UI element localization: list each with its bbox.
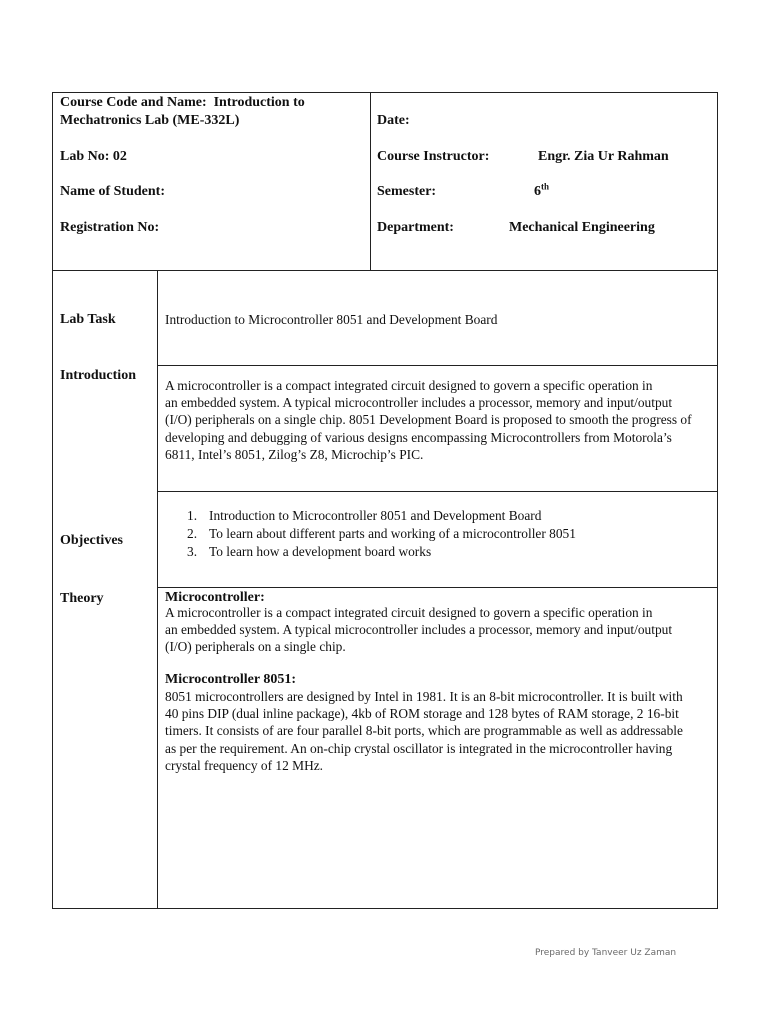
introduction-text — [165, 377, 713, 463]
introduction-line: developing and debugging of various designs encompassing Microcontrollers from Motorola’s — [165, 429, 672, 445]
lab-task-label: Lab Task — [60, 312, 116, 327]
table-border-top — [52, 92, 718, 93]
theory-line: A microcontroller is a compact integrated circuit designed to govern a specific operation in — [165, 605, 653, 620]
row-divider-introduction — [157, 491, 718, 492]
theory-heading-microcontroller: Microcontroller: — [165, 590, 265, 605]
semester-suffix: th — [541, 181, 550, 192]
semester-label: Semester: — [377, 184, 437, 199]
objective-number: 2. — [187, 526, 198, 541]
theory-line: timers. It consists of are four parallel 8-bit ports, which are programmable as well as addressable — [165, 723, 683, 739]
course-value-line1: Introduction to — [213, 95, 305, 110]
introduction-line: an embedded system. A typical microcontroller includes a processor, memory and input/output — [165, 395, 673, 411]
introduction-line: A microcontroller is a compact integrated circuit designed to govern a specific operation in — [165, 378, 653, 393]
objective-number: 1. — [187, 508, 198, 523]
objective-number: 3. — [187, 544, 198, 559]
theory-paragraph-1 — [165, 604, 713, 656]
course-label: Course Code and Name: — [60, 95, 207, 110]
department-label: Department: — [377, 220, 454, 235]
objective-item-3 — [187, 543, 431, 561]
theory-line: (I/O) peripherals on a single chip. — [165, 639, 346, 655]
table-border-right — [717, 92, 718, 909]
theory-line: an embedded system. A typical microcontroller includes a processor, memory and input/output — [165, 622, 673, 638]
introduction-line: 6811, Intel’s 8051, Zilog’s Z8, Microchip’s PIC. — [165, 446, 424, 462]
course-value-line2: Mechatronics Lab (ME-332L) — [60, 113, 240, 128]
objective-item-2 — [187, 525, 576, 543]
department-value: Mechanical Engineering — [509, 220, 655, 235]
theory-heading-8051: Microcontroller 8051: — [165, 672, 297, 687]
course-info — [60, 94, 305, 130]
footer-credit: Prepared by Tanveer Uz Zaman — [535, 948, 677, 958]
header-divider-vertical — [370, 92, 371, 271]
table-border-bottom — [52, 908, 718, 909]
registration-label: Registration No: — [60, 220, 160, 235]
lab-no: Lab No: 02 — [60, 149, 127, 164]
row-divider-lab-task — [157, 365, 718, 366]
theory-line: crystal frequency of 12 MHz. — [165, 757, 324, 773]
objective-text: To learn how a development board works — [209, 544, 432, 559]
student-name-label: Name of Student: — [60, 184, 165, 199]
theory-label: Theory — [60, 591, 104, 606]
row-divider-objectives — [157, 587, 718, 588]
instructor-label: Course Instructor: — [377, 149, 490, 164]
introduction-line: (I/O) peripherals on a single chip. 8051 Development Board is proposed to smooth the progress of — [165, 412, 692, 428]
objective-text: To learn about different parts and working of a microcontroller 8051 — [209, 526, 576, 541]
objective-text: Introduction to Microcontroller 8051 and Development Board — [209, 508, 542, 523]
semester-value — [534, 183, 549, 201]
theory-line: as per the requirement. An on-chip crystal oscillator is integrated in the microcontroller having — [165, 740, 673, 756]
semester-number: 6 — [534, 184, 541, 199]
instructor-value: Engr. Zia Ur Rahman — [538, 149, 669, 164]
lab-task-text: Introduction to Microcontroller 8051 and Development Board — [165, 312, 498, 327]
objective-item-1 — [187, 507, 541, 525]
theory-line: 8051 microcontrollers are designed by Intel in 1981. It is an 8-bit microcontroller. It is built with — [165, 689, 683, 704]
date-label: Date: — [377, 113, 410, 128]
theory-line: 40 pins DIP (dual inline package), 4kb of ROM storage and 128 bytes of RAM storage, 2 16-bit — [165, 706, 679, 722]
theory-paragraph-2 — [165, 688, 713, 774]
header-divider-horizontal — [52, 270, 718, 271]
table-border-left — [52, 92, 53, 909]
introduction-label: Introduction — [60, 368, 136, 383]
objectives-label: Objectives — [60, 533, 123, 548]
